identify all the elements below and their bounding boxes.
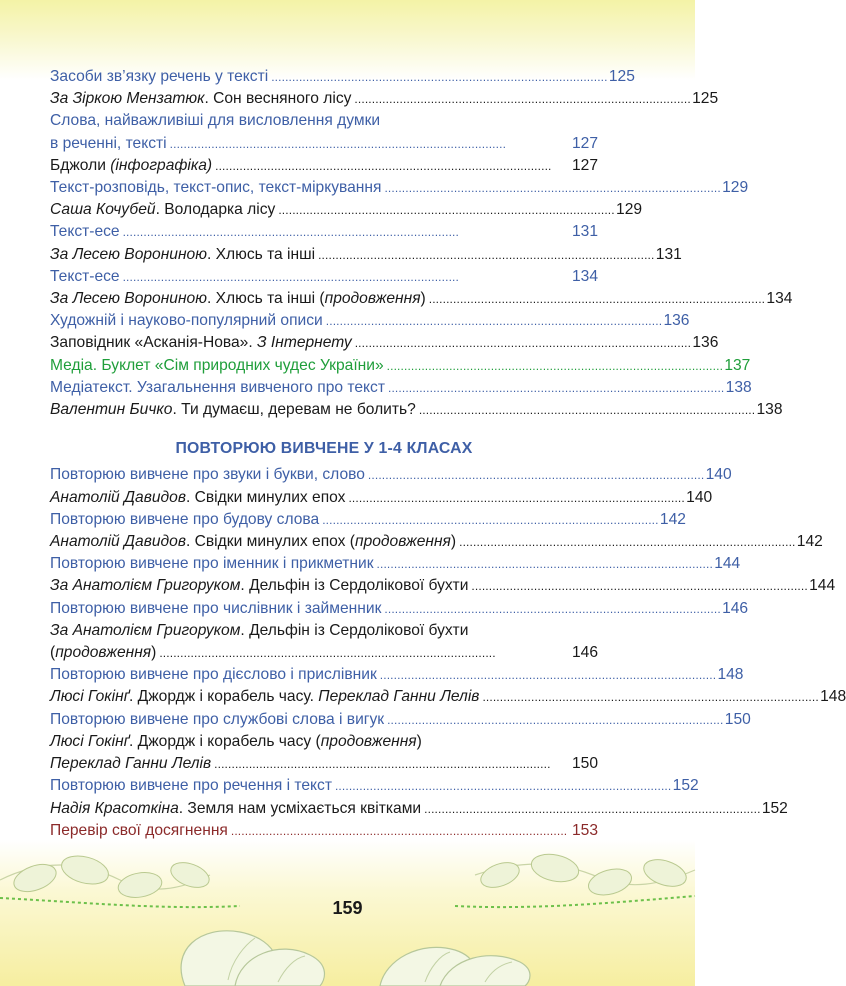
toc-entry-title: в реченні, тексті xyxy=(50,134,167,152)
dot-leader xyxy=(348,487,683,509)
toc-entry-title: . Володарка лісу xyxy=(155,201,276,219)
toc-entry-label xyxy=(50,133,167,155)
toc-page-number: 142 xyxy=(659,510,686,528)
toc-entry-row xyxy=(50,753,598,775)
toc-entry-title: Повторюю вивчене про будову слова xyxy=(50,510,320,528)
toc-entry-title: ) xyxy=(450,533,457,551)
toc-page-number: 129 xyxy=(722,179,749,197)
toc-entry-title: . Земля нам усміхається квітками xyxy=(178,799,422,817)
toc-entry-label xyxy=(50,332,352,354)
toc-entry-row xyxy=(50,177,749,199)
toc-entry-label xyxy=(50,88,351,110)
dot-leader xyxy=(459,531,794,553)
toc-entry-label xyxy=(50,66,268,88)
toc-entry-row xyxy=(50,686,846,708)
toc-page-number: 127 xyxy=(571,134,598,152)
dot-leader xyxy=(278,199,613,221)
toc-entry-label xyxy=(50,399,416,421)
toc-entry-row xyxy=(50,66,635,88)
toc-entry-row xyxy=(50,798,788,820)
toc-entry-note: продовження xyxy=(324,290,421,308)
toc-page-number: 146 xyxy=(571,644,598,662)
page-number: 159 xyxy=(332,898,363,918)
toc-page-number: 148 xyxy=(820,688,846,706)
toc-entry-row xyxy=(50,88,719,110)
toc-page-number: 134 xyxy=(571,267,598,285)
toc-entry[interactable] xyxy=(50,775,699,797)
toc-entry-title: Медіатекст. Узагальнення вивченого про текст xyxy=(50,378,385,396)
dot-leader xyxy=(123,266,569,288)
toc-entry-note: продовження xyxy=(55,644,152,662)
toc-entry-label xyxy=(50,155,212,177)
toc-page-number: 125 xyxy=(692,90,719,108)
dot-leader xyxy=(380,664,715,686)
toc-entry-label xyxy=(50,177,381,199)
toc-entry-author: За Лесею Ворониною xyxy=(50,290,207,308)
toc-entry-label xyxy=(50,244,315,266)
toc-section-1 xyxy=(50,66,793,421)
toc-entry-row xyxy=(50,709,751,731)
toc-entry-author: Люсі Гокінґ xyxy=(50,732,129,750)
dot-leader xyxy=(322,509,657,531)
toc-entry-title: . Хлюсь та інші xyxy=(206,245,316,263)
toc-entry-row xyxy=(50,487,713,509)
toc-entry-title: Слова, найважливіші для висловлення думки xyxy=(50,112,381,130)
toc-entry-author: Надія Красоткіна xyxy=(50,799,179,817)
dot-leader xyxy=(159,642,569,664)
toc-entry[interactable] xyxy=(50,820,598,842)
toc-page-number: 146 xyxy=(722,599,749,617)
toc-page-number: 150 xyxy=(724,710,751,728)
toc-entry-label xyxy=(50,355,384,377)
dot-leader xyxy=(429,288,764,310)
toc-entry-note: продовження xyxy=(354,533,451,551)
toc-entry-author: За Анатолієм Григоруком xyxy=(50,577,241,595)
toc-section-2 xyxy=(50,464,846,864)
dot-leader xyxy=(419,399,754,421)
toc-entry-row xyxy=(50,221,598,243)
toc-page-number: 153 xyxy=(571,821,598,839)
toc-entry-label xyxy=(50,686,479,708)
toc-entry-title: . Джордж і корабель часу. xyxy=(129,688,314,706)
toc-entry-author: Анатолій Давидов xyxy=(50,488,186,506)
toc-entry-label xyxy=(50,221,120,243)
toc-entry-author: Валентин Бичко xyxy=(50,401,173,419)
toc-entry-note: З Інтернету xyxy=(252,334,352,352)
toc-entry-title: Перевір свої досягнення xyxy=(50,821,228,839)
toc-entry[interactable] xyxy=(50,355,751,377)
toc-entry[interactable] xyxy=(50,377,752,399)
toc-entry-row xyxy=(50,553,741,575)
toc-entry[interactable] xyxy=(50,199,643,221)
dot-leader xyxy=(387,355,722,377)
toc-entry-label xyxy=(50,377,385,399)
table-of-contents xyxy=(50,66,846,864)
toc-entry-label xyxy=(50,487,345,509)
dot-leader xyxy=(388,377,723,399)
toc-entry-title: ) xyxy=(151,644,157,662)
toc-entry-label xyxy=(50,820,228,842)
toc-entry-title: Художній і науково-популярний описи xyxy=(50,312,323,330)
dot-leader xyxy=(271,66,606,88)
toc-page-number: 140 xyxy=(686,488,713,506)
toc-entry-first-line xyxy=(50,731,598,753)
toc-entry-row xyxy=(50,598,749,620)
toc-entry-label xyxy=(50,575,468,597)
toc-entry[interactable] xyxy=(50,288,793,310)
toc-page-number: 136 xyxy=(692,334,719,352)
toc-entry-title: Повторюю вивчене про іменник і прикметник xyxy=(50,555,374,573)
toc-entry-title: Текст-розповідь, текст-опис, текст-міркування xyxy=(50,179,382,197)
toc-entry[interactable] xyxy=(50,332,719,354)
toc-entry-title: Засоби зв’язку речень у тексті xyxy=(50,68,269,85)
toc-entry-label xyxy=(50,464,365,486)
toc-entry-row xyxy=(50,399,783,421)
toc-entry-note: продовження xyxy=(320,732,417,750)
dot-leader xyxy=(335,775,670,797)
toc-entry-first-line xyxy=(50,110,598,132)
dot-leader xyxy=(355,332,690,354)
toc-entry[interactable] xyxy=(50,155,598,177)
toc-entry[interactable] xyxy=(50,464,732,486)
toc-page-number: 127 xyxy=(571,156,598,174)
toc-entry-title: . Хлюсь та інші ( xyxy=(206,290,325,308)
toc-page-number: 138 xyxy=(756,401,783,419)
toc-entry-label xyxy=(50,798,421,820)
toc-entry-row xyxy=(50,464,732,486)
toc-page-number: 150 xyxy=(571,755,598,773)
toc-entry-note: Переклад Ганни Лелів xyxy=(313,688,480,706)
toc-entry-row xyxy=(50,332,719,354)
toc-entry-title: . Джордж і корабель часу ( xyxy=(129,732,321,750)
toc-page-number: 138 xyxy=(725,378,752,396)
toc-entry[interactable] xyxy=(50,244,682,266)
toc-entry[interactable] xyxy=(50,266,598,288)
toc-entry[interactable] xyxy=(50,509,686,531)
dot-leader xyxy=(482,686,817,708)
toc-page-number: 148 xyxy=(717,666,744,684)
toc-entry[interactable] xyxy=(50,221,598,243)
dot-leader xyxy=(424,798,759,820)
toc-entry-label xyxy=(50,664,377,686)
toc-entry-title: Бджоли xyxy=(50,156,106,174)
toc-entry-row xyxy=(50,377,752,399)
dot-leader xyxy=(384,598,719,620)
toc-entry-author: За Анатолієм Григоруком xyxy=(50,621,241,639)
toc-entry-row xyxy=(50,509,686,531)
toc-entry-author: Саша Кочубей xyxy=(50,201,156,219)
toc-entry-label xyxy=(50,288,426,310)
toc-entry-author: Люсі Гокінґ xyxy=(50,688,129,706)
toc-entry[interactable] xyxy=(50,664,744,686)
toc-entry[interactable] xyxy=(50,553,741,575)
toc-entry[interactable] xyxy=(50,310,690,332)
toc-entry-label xyxy=(50,266,120,288)
dot-leader xyxy=(354,88,689,110)
toc-entry-title: Повторюю вивчене про службові слова і вигук xyxy=(50,710,385,728)
dot-leader xyxy=(123,221,569,243)
dot-leader xyxy=(170,133,569,155)
toc-entry-label xyxy=(50,775,332,797)
toc-entry[interactable] xyxy=(50,686,846,708)
toc-page-number: 144 xyxy=(809,577,836,595)
dot-leader xyxy=(377,553,712,575)
toc-page-number: 152 xyxy=(761,799,788,817)
toc-entry-label xyxy=(50,199,275,221)
toc-entry[interactable] xyxy=(50,399,783,421)
toc-entry-title: Повторюю вивчене про числівник і займенник xyxy=(50,599,382,617)
toc-entry-title: Текст-есе xyxy=(50,267,120,285)
toc-entry-title: . Дельфін із Сердолікової бухти xyxy=(240,621,469,639)
dot-leader xyxy=(231,820,569,842)
dot-leader xyxy=(384,177,719,199)
toc-entry-row xyxy=(50,310,690,332)
toc-entry-label xyxy=(50,531,456,553)
toc-entry-note: (інфографіка) xyxy=(105,156,213,174)
toc-entry-title: . Свідки минулих епох ( xyxy=(185,533,355,551)
toc-entry-title: ) xyxy=(416,732,422,750)
toc-page-number: 144 xyxy=(714,555,741,573)
dot-leader xyxy=(326,310,661,332)
toc-entry-label xyxy=(50,598,381,620)
toc-page-number: 152 xyxy=(672,777,699,795)
toc-entry[interactable] xyxy=(50,731,598,775)
toc-entry-row xyxy=(50,575,836,597)
toc-entry[interactable] xyxy=(50,531,823,553)
toc-page-number: 134 xyxy=(766,290,793,308)
toc-entry-row xyxy=(50,133,598,155)
toc-entry-row xyxy=(50,531,823,553)
toc-entry[interactable] xyxy=(50,177,749,199)
toc-entry[interactable] xyxy=(50,575,836,597)
toc-entry-title: . Сон весняного лісу xyxy=(204,90,352,108)
toc-entry-label xyxy=(50,753,211,775)
toc-entry-title: Повторюю вивчене про дієслово і прислівник xyxy=(50,666,377,684)
toc-entry[interactable] xyxy=(50,620,598,664)
toc-page-number: 125 xyxy=(608,68,635,85)
dot-leader xyxy=(387,709,722,731)
section-heading: ПОВТОРЮЮ ВИВЧЕНЕ У 1-4 КЛАСАХ xyxy=(175,440,473,458)
toc-entry-author: За Лесею Ворониною xyxy=(50,245,207,263)
toc-entry[interactable] xyxy=(50,66,635,88)
toc-entry-title: Медіа. Буклет «Сім природних чудес України» xyxy=(50,356,384,374)
toc-entry-row xyxy=(50,199,643,221)
dot-leader xyxy=(368,464,703,486)
toc-entry-row xyxy=(50,820,598,842)
toc-entry[interactable] xyxy=(50,709,751,731)
toc-entry-title: Заповідник «Асканія-Нова». xyxy=(50,334,253,352)
toc-entry[interactable] xyxy=(50,798,788,820)
toc-entry-row xyxy=(50,355,751,377)
toc-entry-row xyxy=(50,642,598,664)
toc-entry[interactable] xyxy=(50,88,719,110)
dot-leader xyxy=(318,244,653,266)
toc-entry-row xyxy=(50,288,793,310)
toc-page-number: 131 xyxy=(655,245,682,263)
toc-entry-title: Текст-есе xyxy=(50,223,120,241)
dot-leader xyxy=(215,155,569,177)
toc-entry[interactable] xyxy=(50,110,598,154)
dot-leader xyxy=(471,575,806,597)
toc-entry-title: Повторюю вивчене про звуки і букви, слово xyxy=(50,466,365,484)
toc-entry[interactable] xyxy=(50,598,749,620)
toc-entry-label xyxy=(50,553,374,575)
toc-entry-first-line xyxy=(50,620,598,642)
toc-page-number: 129 xyxy=(616,201,643,219)
toc-page-number: 137 xyxy=(724,356,751,374)
toc-entry-author: Переклад Ганни Лелів xyxy=(50,755,212,773)
toc-entry-title: . Ти думаєш, деревам не болить? xyxy=(172,401,416,419)
toc-entry-author: Анатолій Давидов xyxy=(50,533,186,551)
toc-entry-title: ( xyxy=(50,644,56,662)
toc-entry-title: . Дельфін із Сердолікової бухти xyxy=(240,577,469,595)
toc-entry-label xyxy=(50,709,384,731)
toc-page-number: 136 xyxy=(663,312,690,330)
toc-entry-author: За Зіркою Мензатюк xyxy=(50,90,205,108)
toc-entry-row xyxy=(50,664,744,686)
toc-page-number: 142 xyxy=(796,533,823,551)
toc-entry-title: ) xyxy=(420,290,426,308)
toc-entry-label xyxy=(50,310,323,332)
toc-entry-title: . Свідки минулих епох xyxy=(185,488,346,506)
toc-entry-row xyxy=(50,155,598,177)
dot-leader xyxy=(214,753,569,775)
toc-entry-label xyxy=(50,642,156,664)
toc-entry-row xyxy=(50,244,682,266)
toc-page-number: 140 xyxy=(705,466,732,484)
toc-entry-title: Повторюю вивчене про речення і текст xyxy=(50,777,332,795)
toc-page-number: 131 xyxy=(571,223,598,241)
toc-entry[interactable] xyxy=(50,487,713,509)
toc-entry-label xyxy=(50,509,319,531)
toc-entry-row xyxy=(50,266,598,288)
toc-entry-row xyxy=(50,775,699,797)
